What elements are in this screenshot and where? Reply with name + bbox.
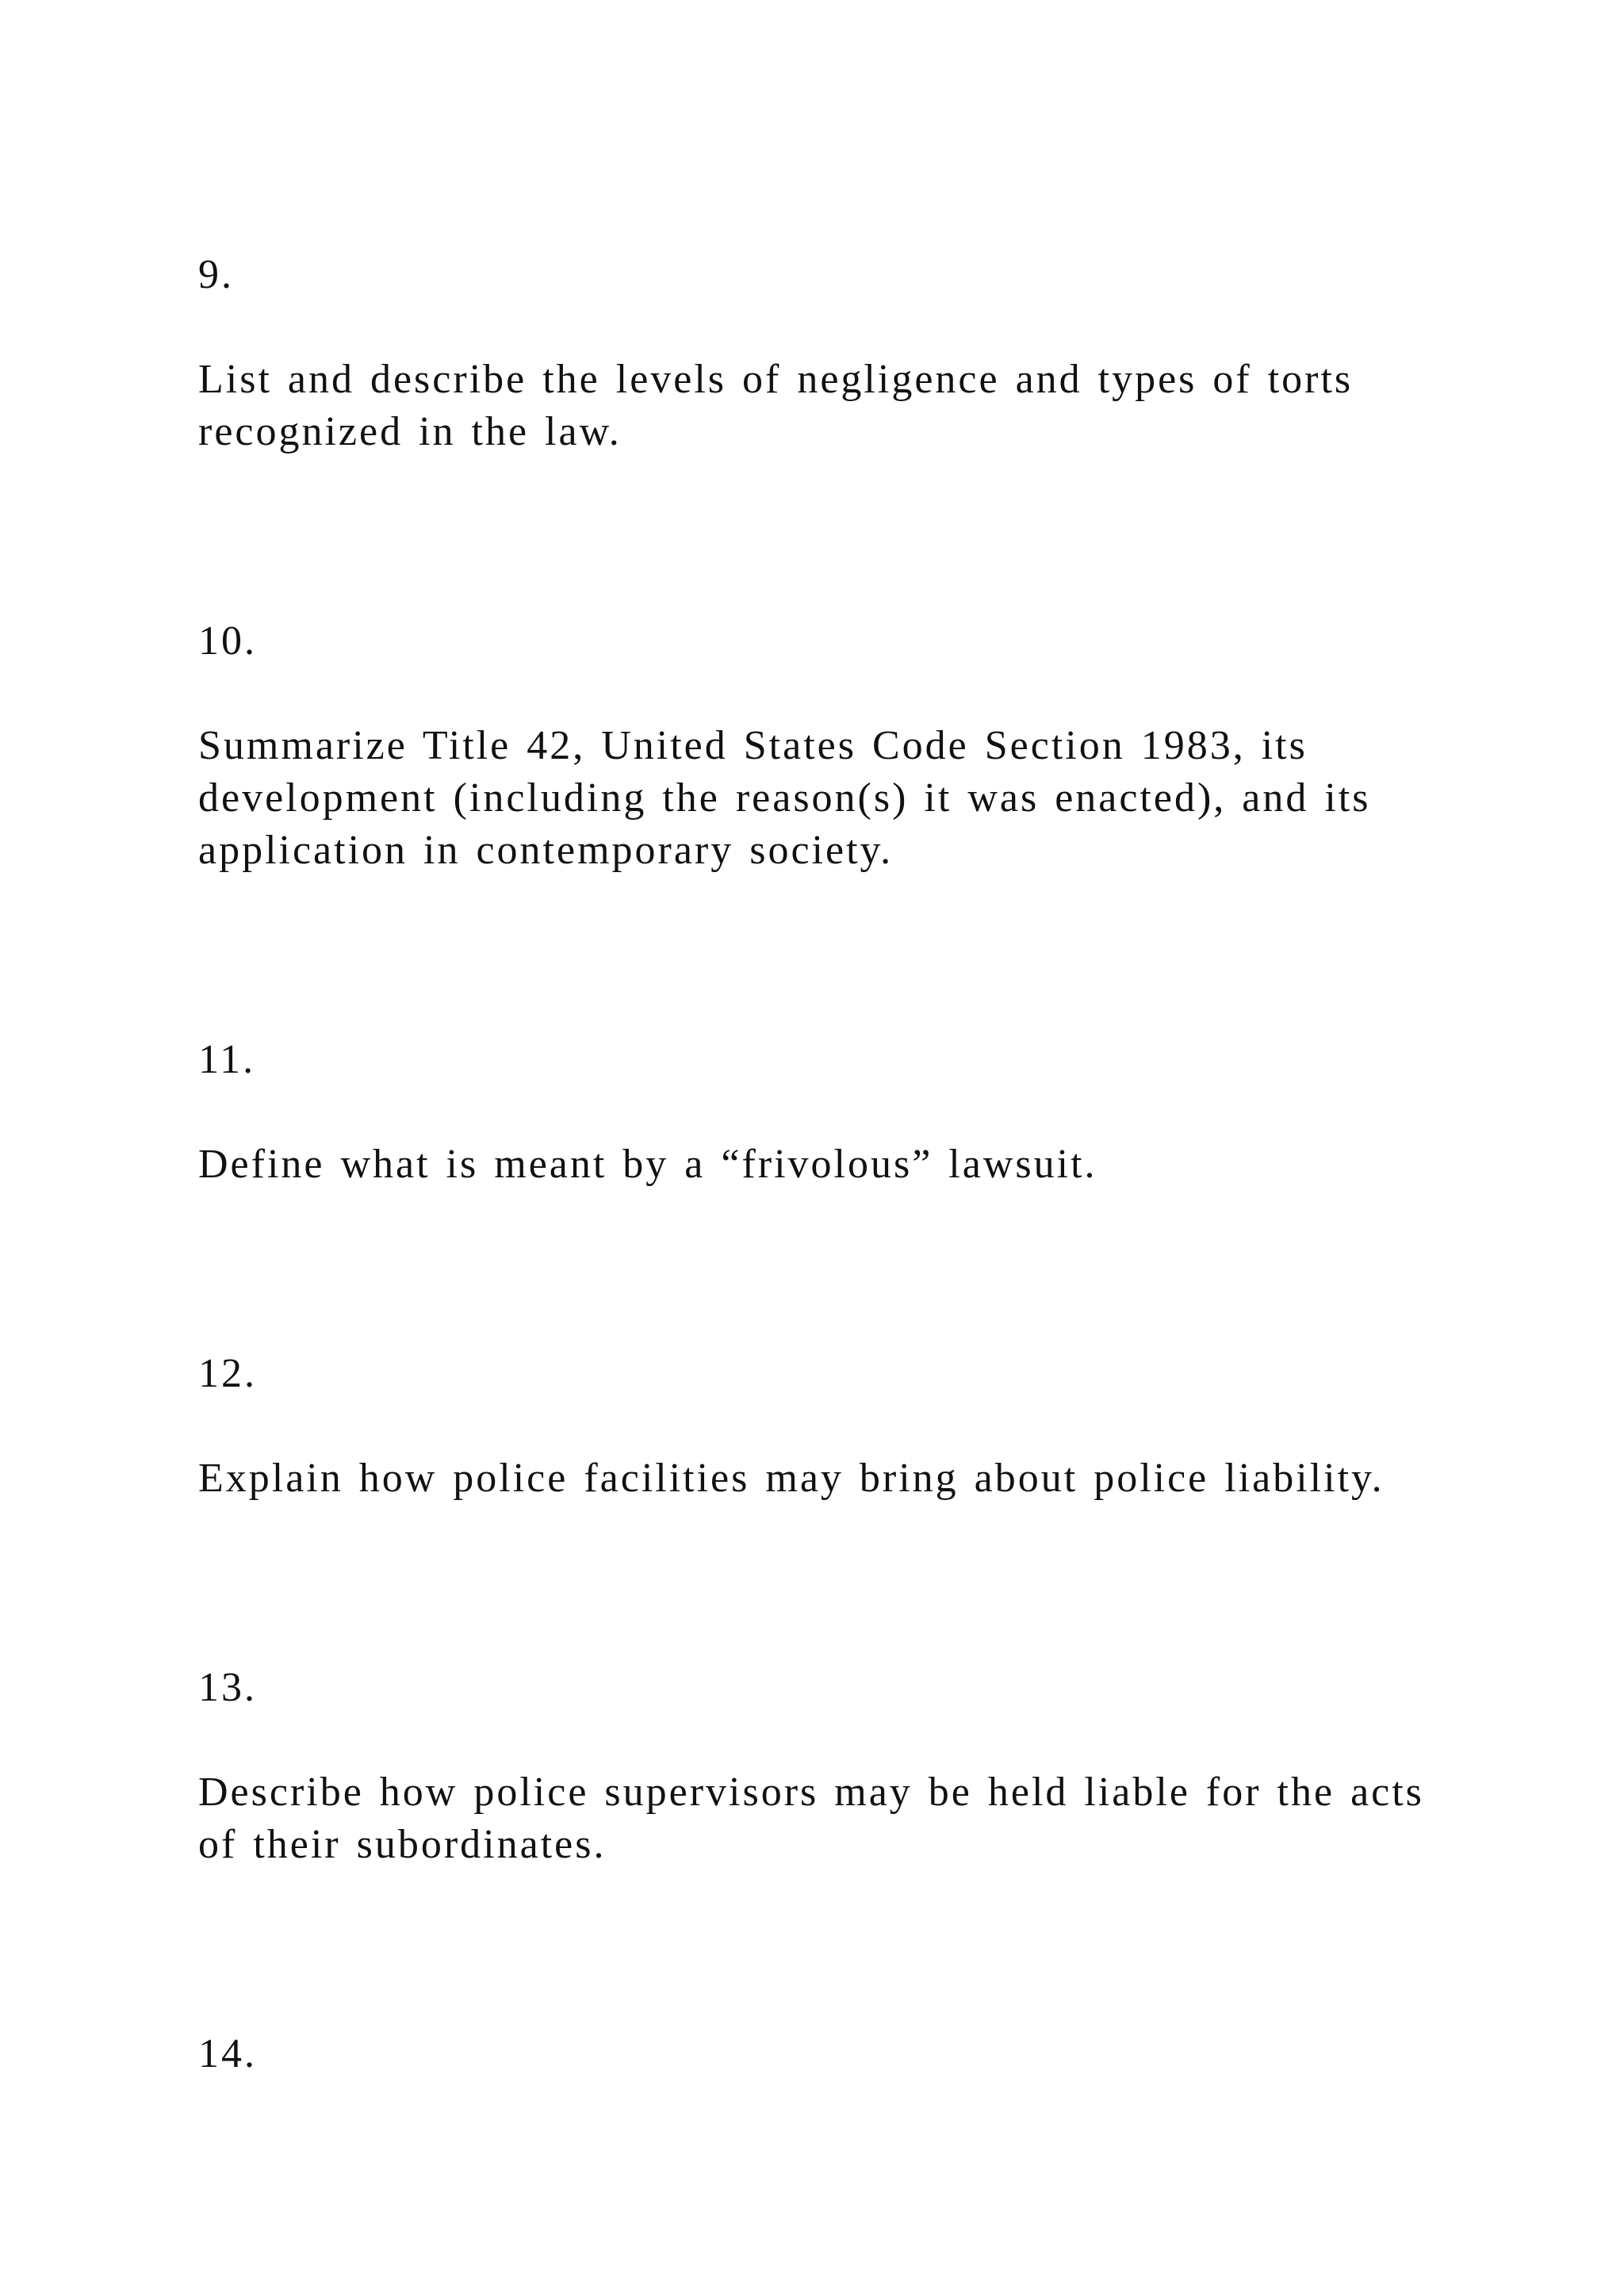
question-10-text-line-2: development (including the reason(s) it was enacted), and its [198,775,1371,821]
question-11-text-line-1: Define what is meant by a “frivolous” lawsuit. [198,1142,1097,1187]
question-10-text-line-3: application in contemporary society. [198,828,894,873]
question-13-text-line-1: Describe how police supervisors may be held liable for the acts [198,1770,1424,1815]
question-13-number: 13. [198,1665,257,1710]
question-10-number: 10. [198,618,257,664]
question-13-text-line-2: of their subordinates. [198,1822,607,1867]
question-9-number: 9. [198,252,234,297]
question-11-number: 11. [198,1037,256,1082]
question-9-text-line-1: List and describe the levels of negligence and types of torts [198,357,1354,402]
question-12-text-line-1: Explain how police facilities may bring about police liability. [198,1456,1385,1501]
question-9-text-line-2: recognized in the law. [198,409,622,454]
question-10-text-line-1: Summarize Title 42, United States Code Section 1983, its [198,723,1308,768]
question-12-number: 12. [198,1351,257,1396]
question-14-number: 14. [198,2031,257,2076]
